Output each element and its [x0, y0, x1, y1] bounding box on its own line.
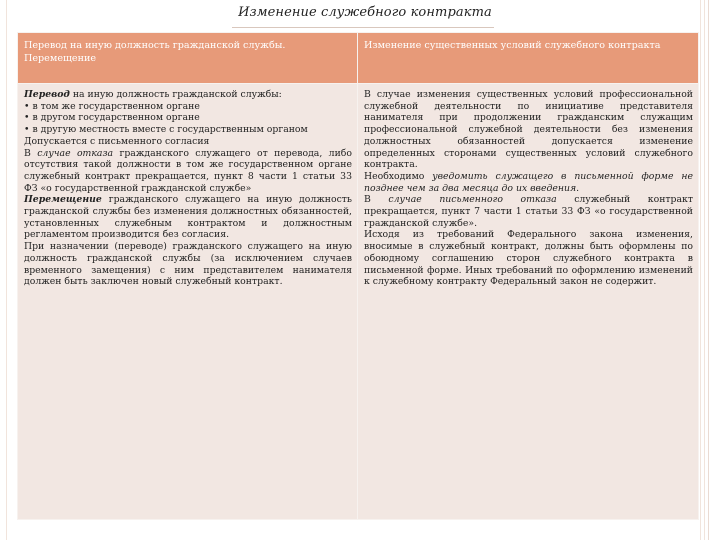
refusal-paragraph: В случае отказа гражданского служащего от перевода, либо отсутствия такой должности в том же государственном органе служебный контракт прекращается, пункт 8 части 1 статьи 33 ФЗ «о государственной гражданской службе»: [24, 147, 352, 194]
term-notify: уведомить служащего в письменной форме не позднее чем за два месяца до их введения.: [364, 170, 693, 194]
table-body-row: [18, 84, 699, 520]
change-paragraph: В случае изменения существенных условий профессиональной служебной деятельности по инициативе представителя нанимателя при продолжении гражданским служащим профессиональной служебной деятельности без изменения должностных обязанностей допускается изменение определенных сторонами существенных условий служебного контракта.: [364, 89, 693, 171]
slide-title: Изменение служебного контракта: [238, 5, 492, 20]
relocation-paragraph: Перемещение гражданского служащего на иную должность гражданской службы без изменения должностных обязанностей, установленных служебным контрактом и должностным регламентом производится без согласия.: [24, 194, 352, 241]
table-header-row: [18, 33, 699, 84]
term-written-refusal: случае письменного отказа: [388, 194, 557, 206]
term-relocation: Перемещение: [24, 194, 102, 206]
cell-change-conditions: [358, 84, 699, 520]
cell-transfer: [18, 84, 358, 520]
new-contract-paragraph: При назначении (переводе) гражданского служащего на иную должность гражданской службы (за исключением случаев временного замещения) с ним представителем нанимателя должен быть заключен новый служебный контракт.: [24, 241, 352, 288]
frame-rule-right-outer: [704, 0, 705, 540]
term-refusal: случае отказа: [37, 147, 114, 159]
transfer-intro: [24, 89, 352, 101]
written-refusal-paragraph: В случае письменного отказа служебный контракт прекращается, пункт 7 части 1 статьи 33 ФЗ «о государственной гражданской службе».: [364, 194, 693, 229]
formalization-paragraph: Исходя из требований Федерального закона изменения, вносимые в служебный контракт, должны быть оформлены по обоюдному соглашению сторон служебного контракта в письменной форме. Иных требований по оформлению изменений к служебному контракту Федеральный закон не содержит.: [364, 229, 693, 288]
contract-table: [17, 32, 699, 520]
title-underline: [232, 27, 494, 28]
transfer-intro-text: на иную должность гражданской службы:: [69, 89, 282, 100]
frame-rule-left: [6, 0, 7, 540]
frame-rule-right-inner: [700, 0, 701, 540]
bullet-item: • в том же государственном органе: [24, 100, 200, 112]
header-change-conditions: Изменение существенных условий служебного контракта: [358, 33, 699, 84]
term-transfer: Перевод: [24, 89, 70, 100]
bullet-item: • в другую местность вместе с государственным органом: [24, 124, 308, 136]
bullet-item: • в другом государственном органе: [24, 112, 200, 124]
consent-text: Допускается с письменного согласия: [24, 135, 210, 147]
notify-paragraph: Необходимо уведомить служащего в письменной форме не позднее чем за два месяца до их введения.: [364, 170, 693, 194]
header-transfer: Перевод на иную должность гражданской службы. Перемещение: [18, 33, 358, 84]
